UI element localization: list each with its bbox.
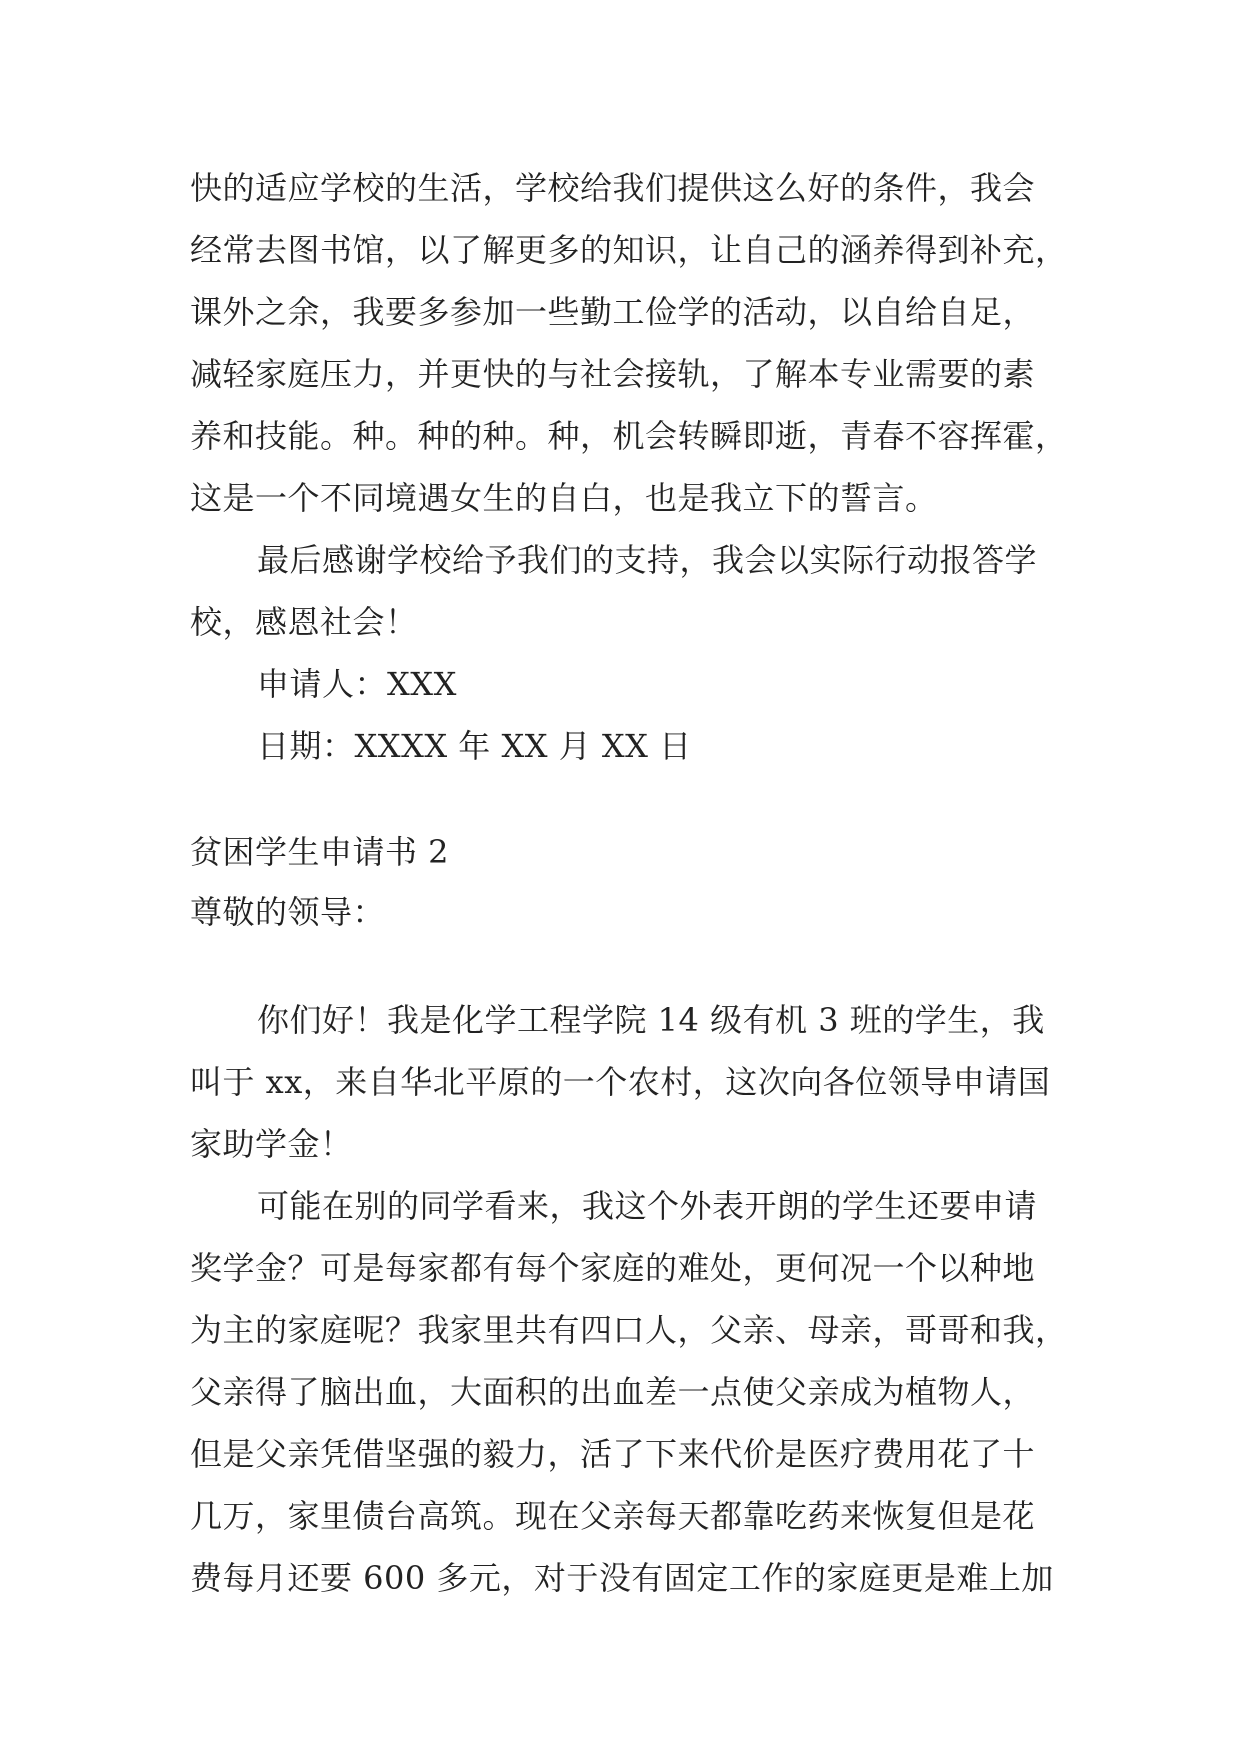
body-line: 可能在别的同学看来，我这个外表开朗的学生还要申请	[257, 1187, 1038, 1225]
body-line: 你们好！我是化学工程学院 14 级有机 3 班的学生，我	[257, 1001, 1045, 1039]
body-line: 课外之余，我要多参加一些勤工俭学的活动，以自给自足，	[190, 293, 1036, 331]
body-line: 这是一个不同境遇女生的自白，也是我立下的誓言。	[190, 479, 938, 517]
application-date: 日期：XXXX 年 XX 月 XX 日	[257, 727, 692, 765]
body-line: 父亲得了脑出血，大面积的出血差一点使父亲成为植物人，	[190, 1373, 1036, 1411]
salutation: 尊敬的领导：	[190, 893, 386, 931]
body-line: 经常去图书馆，以了解更多的知识，让自己的涵养得到补充，	[190, 231, 1068, 269]
body-line: 为主的家庭呢？我家里共有四口人，父亲、母亲，哥哥和我，	[190, 1311, 1068, 1349]
body-line: 几万，家里债台高筑。现在父亲每天都靠吃药来恢复但是花	[190, 1497, 1036, 1535]
body-line: 但是父亲凭借坚强的毅力，活了下来代价是医疗费用花了十	[190, 1435, 1036, 1473]
body-line: 减轻家庭压力，并更快的与社会接轨，了解本专业需要的素	[190, 355, 1036, 393]
body-line: 费每月还要 600 多元，对于没有固定工作的家庭更是难上加	[190, 1559, 1054, 1597]
body-line: 家助学金！	[190, 1125, 353, 1163]
body-line: 叫于 xx，来自华北平原的一个农村，这次向各位领导申请国	[190, 1063, 1051, 1101]
closing-line: 最后感谢学校给予我们的支持，我会以实际行动报答学	[257, 541, 1038, 579]
closing-line: 校，感恩社会！	[190, 603, 418, 641]
body-line: 快的适应学校的生活，学校给我们提供这么好的条件，我会	[190, 169, 1036, 207]
section-title: 贫困学生申请书 2	[190, 833, 450, 871]
body-line: 养和技能。种。种的种。种，机会转瞬即逝，青春不容挥霍，	[190, 417, 1068, 455]
body-line: 奖学金？可是每家都有每个家庭的难处，更何况一个以种地	[190, 1249, 1036, 1287]
applicant-signature: 申请人：XXX	[257, 665, 457, 703]
